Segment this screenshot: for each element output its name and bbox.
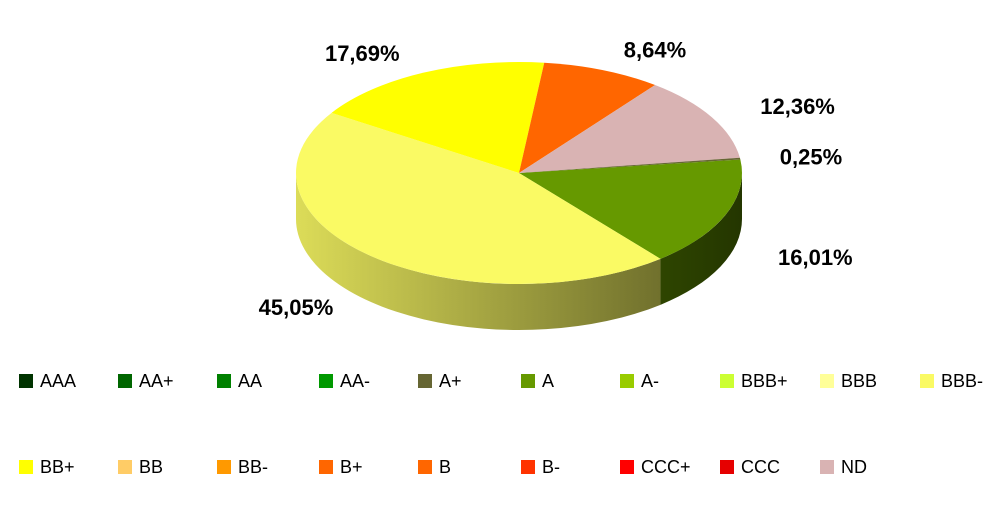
- legend-label: B-: [542, 456, 560, 477]
- legend-label: A+: [439, 370, 462, 391]
- legend-label: A-: [641, 370, 659, 391]
- data-label-a-: 0,25%: [779, 144, 843, 170]
- legend-label: BB-: [238, 456, 269, 477]
- legend-label: BB+: [40, 456, 75, 477]
- legend-label: AA+: [139, 370, 174, 391]
- legend-label: B+: [340, 456, 363, 477]
- legend-label: CCC: [741, 456, 780, 477]
- legend-label: BBB-: [941, 370, 984, 391]
- data-label-bb-: 17,69%: [324, 40, 400, 66]
- legend-label: CCC+: [641, 456, 691, 477]
- legend-label: A: [542, 370, 555, 391]
- data-label-bbb-: 45,05%: [258, 294, 334, 320]
- data-label-a: 16,01%: [778, 244, 853, 270]
- pie-tops: [296, 62, 742, 284]
- legend-label: BB: [139, 456, 164, 477]
- legend-label: AAA: [40, 370, 77, 391]
- legend-label: BBB+: [741, 370, 788, 391]
- legend-label: AA: [238, 370, 263, 391]
- data-label-b-: 8,64%: [623, 37, 687, 63]
- data-label-nd: 12,36%: [760, 94, 835, 120]
- legend-label: ND: [841, 456, 867, 477]
- legend-label: B: [439, 456, 452, 477]
- legend-label: BBB: [841, 370, 878, 391]
- legend-label: AA-: [340, 370, 371, 391]
